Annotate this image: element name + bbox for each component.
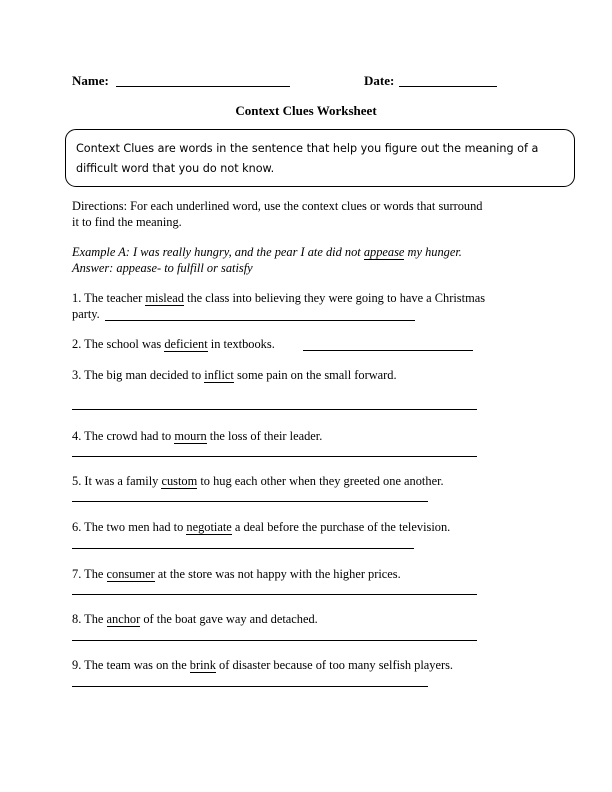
q9-pre: 9. The team was on the [72, 658, 190, 672]
q8-post: of the boat gave way and detached. [140, 612, 318, 626]
example-word: appease [363, 245, 405, 259]
q3-answer-line[interactable] [72, 409, 477, 410]
name-label: Name: [72, 73, 109, 88]
q1-word: mislead [145, 291, 184, 305]
q7-answer-line[interactable] [72, 594, 477, 595]
q4-pre: 4. The crowd had to [72, 429, 175, 443]
q9-word: brink [189, 658, 216, 672]
example-answer: Answer: appease- to fulfill or satisfy [72, 261, 253, 275]
intro-text: Context Clues are words in the sentence that help you figure out the meaning of a difficult word that you do not know. [76, 142, 539, 175]
q7-pre: 7. The [72, 567, 107, 581]
q5-word: custom [161, 474, 198, 488]
q4-answer-line[interactable] [72, 456, 477, 457]
directions-line-1: Directions: For each underlined word, use the context clues or words that surround [72, 199, 483, 213]
q6-answer-line[interactable] [72, 548, 414, 549]
page-title: Context Clues Worksheet [235, 103, 377, 118]
question-1 [72, 290, 485, 306]
question-9 [72, 657, 453, 673]
q1-post: the class into believing they were going to have a Christmas [183, 291, 486, 305]
q5-answer-line[interactable] [72, 501, 428, 502]
date-label: Date: [364, 73, 395, 88]
q9-answer-line[interactable] [72, 686, 428, 687]
q1-pre: 1. The teacher [72, 291, 146, 305]
q2-post: in textbooks. [207, 337, 275, 351]
q4-word: mourn [174, 429, 207, 443]
q6-post: a deal before the purchase of the television. [231, 520, 451, 534]
example-sentence [72, 244, 462, 260]
q5-pre: 5. It was a family [72, 474, 162, 488]
directions-line-2: it to find the meaning. [72, 215, 182, 229]
q6-pre: 6. The two men had to [72, 520, 187, 534]
q9-post: of disaster because of too many selfish players. [215, 658, 454, 672]
example-post: my hunger. [404, 245, 462, 259]
q1-answer-line[interactable] [105, 320, 415, 321]
name-line[interactable] [116, 86, 290, 87]
intro-box [65, 129, 575, 187]
date-line[interactable] [399, 86, 497, 87]
question-2 [72, 336, 275, 352]
question-3 [72, 367, 397, 383]
question-4 [72, 428, 322, 444]
q3-post: some pain on the small forward. [233, 368, 397, 382]
q8-pre: 8. The [72, 612, 107, 626]
q8-word: anchor [106, 612, 141, 626]
q2-pre: 2. The school was [72, 337, 165, 351]
q8-answer-line[interactable] [72, 640, 477, 641]
q3-pre: 3. The big man decided to [72, 368, 205, 382]
q1-continuation: party. [72, 307, 100, 321]
q4-post: the loss of their leader. [206, 429, 323, 443]
q3-word: inflict [204, 368, 234, 382]
q2-word: deficient [164, 337, 208, 351]
q7-post: at the store was not happy with the higher prices. [154, 567, 401, 581]
question-5 [72, 473, 444, 489]
question-7 [72, 566, 401, 582]
q6-word: negotiate [186, 520, 232, 534]
question-8 [72, 611, 318, 627]
q5-post: to hug each other when they greeted one another. [197, 474, 444, 488]
example-pre: Example A: I was really hungry, and the pear I ate did not [72, 245, 364, 259]
q2-answer-line[interactable] [303, 350, 473, 351]
question-6 [72, 519, 450, 535]
q7-word: consumer [106, 567, 155, 581]
